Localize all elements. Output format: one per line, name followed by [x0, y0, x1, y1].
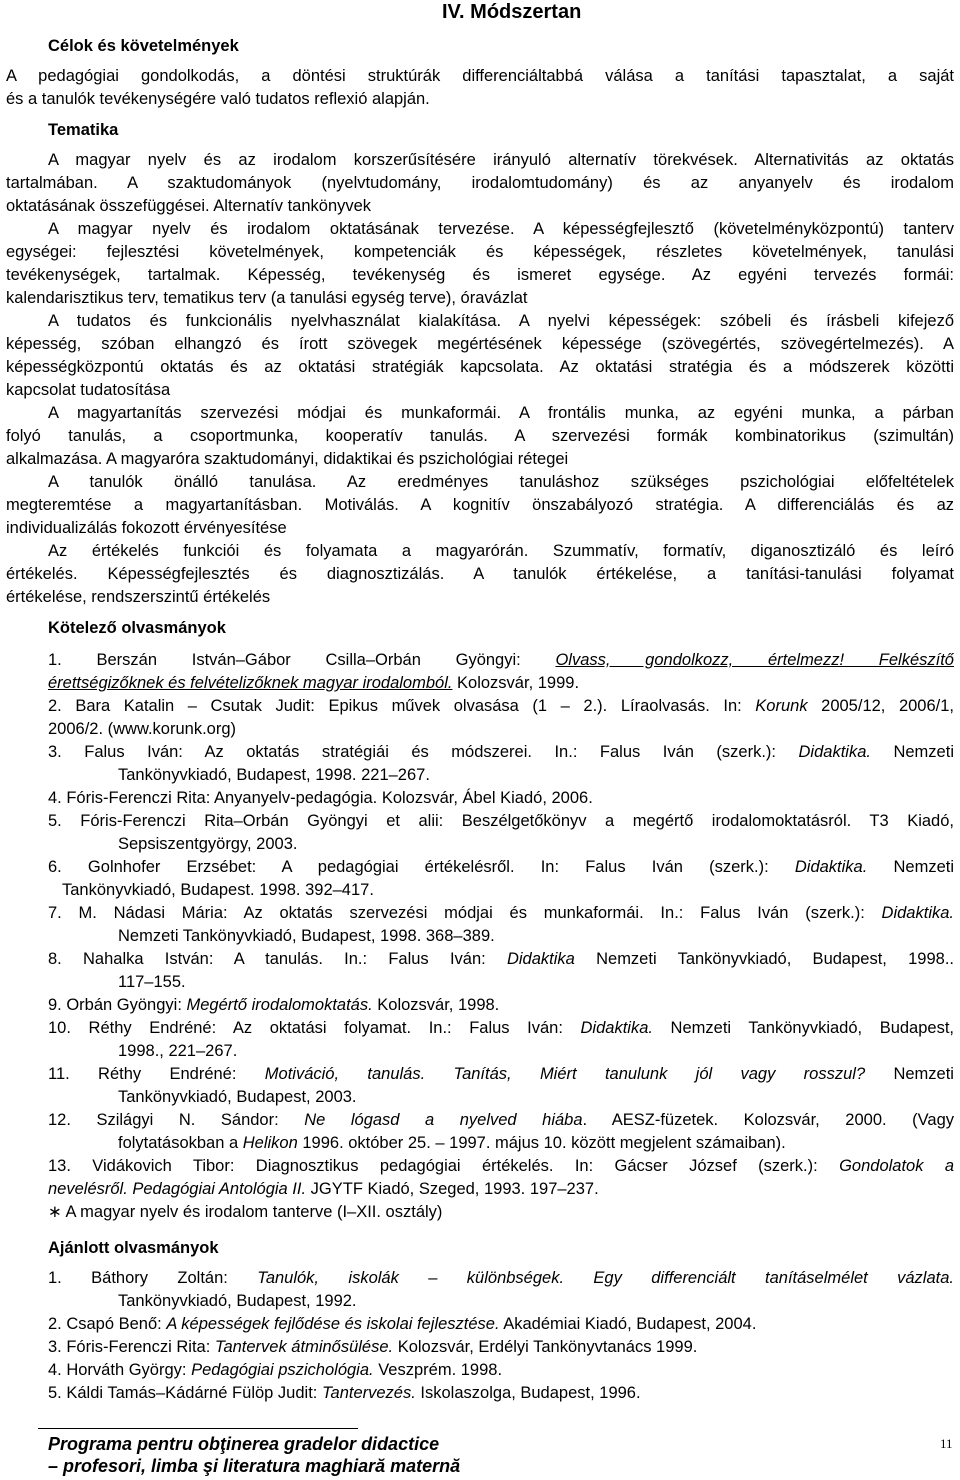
tematika-line-17: individualizálás fokozott érvényesítése: [6, 519, 287, 537]
mandatory-ref-8-cont: 117–155.: [118, 973, 186, 991]
mandatory-ref-13-cont: nevelésről. Pedagógiai Antológia II. JGYTF Kiadó, Szeged, 1993. 197–237.: [48, 1180, 599, 1198]
mandatory-ref-10-cont: 1998., 221–267.: [118, 1042, 238, 1060]
recommended-ref-5: 5. Káldi Tamás–Kádárné Fülöp Judit: Tantervezés. Iskolaszolga, Budapest, 1996.: [48, 1384, 641, 1402]
recommended-ref-4: 4. Horváth György: Pedagógiai pszichológia. Veszprém. 1998.: [48, 1361, 503, 1379]
mandatory-ref-6-cont: Tankönyvkiadó, Budapest. 1998. 392–417.: [62, 881, 374, 899]
footer-divider: [38, 1428, 358, 1429]
tematika-line-18: Az értékelés funkciói és folyamata a magyarórán. Szummatív, formatív, diganosztizáló és leíró: [48, 542, 954, 560]
mandatory-ref-3-cont: Tankönyvkiadó, Budapest, 1998. 221–267.: [118, 766, 430, 784]
mandatory-ref-6: 6. Golnhofer Erzsébet: A pedagógiai értékelésről. In: Falus Iván (szerk.): Didaktika. Nemzeti: [48, 858, 954, 876]
recommended-ref-1: 1. Báthory Zoltán: Tanulók, iskolák – különbségek. Egy differenciált tanításelmélet vázlata.: [48, 1269, 954, 1287]
tematika-line-13: folyó tanulás, a csoportmunka, kooperatív tanulás. A szervezési formák kombinatorikus (szimultán): [6, 427, 954, 445]
tematika-line-15: A tanulók önálló tanulása. Az eredményes tanuláshoz szükséges pszichológiai előfeltételek: [48, 473, 954, 491]
mandatory-ref-11: 11. Réthy Endréné: Motiváció, tanulás. Tanítás, Miért tanulunk jól vagy rosszul? Nemzeti: [48, 1065, 954, 1083]
recommended-ref-1-cont: Tankönyvkiadó, Budapest, 1992.: [118, 1292, 357, 1310]
mandatory-ref-1: 1. Berszán István–Gábor Csilla–Orbán Gyöngyi: Olvass, gondolkozz, értelmezz! Felkészítő: [48, 651, 954, 669]
mandatory-ref-12: 12. Szilágyi N. Sándor: Ne lógasd a nyelved hiába. AESZ-füzetek. Kolozsvár, 2000. (Vagy: [48, 1111, 954, 1129]
tematika-line-8: A tudatos és funkcionális nyelvhasználat kialakítása. A nyelvi képességek: szóbeli és írásbeli kifejező: [48, 312, 954, 330]
tematika-line-2: tartalmában. A szaktudományok (nyelvtudomány, irodalomtudomány) és az anyanyelv és irodalom: [6, 174, 954, 192]
mandatory-ref-5: 5. Fóris-Ferenczi Rita–Orbán Gyöngyi et alii: Beszélgetőkönyv a megértő irodalomoktatásról. T3 Kiadó,: [48, 812, 954, 830]
page-number: 11: [940, 1436, 953, 1451]
goals-line-2: és a tanulók tevékenységére való tudatos reflexió alapján.: [6, 90, 430, 108]
mandatory-ref-8: 8. Nahalka István: A tanulás. In.: Falus Iván: Didaktika Nemzeti Tankönyvkiadó, Budapest, 1998..: [48, 950, 954, 968]
mandatory-ref-curriculum: ∗ A magyar nyelv és irodalom tanterve (I–XII. osztály): [48, 1203, 443, 1221]
tematika-line-19: értékelés. Képességfejlesztés és diagnosztizálás. A tanulók értékelése, a tanítási-tanulási folyamat: [6, 565, 954, 583]
recommended-heading: Ajánlott olvasmányok: [48, 1239, 219, 1257]
mandatory-ref-7-cont: Nemzeti Tankönyvkiadó, Budapest, 1998. 368–389.: [118, 927, 495, 945]
tematika-line-6: tevékenységek, tartalmak. Képesség, tevékenység és ismeret egysége. Az egyéni tervezés formái:: [6, 266, 954, 284]
mandatory-ref-13: 13. Vidákovich Tibor: Diagnosztikus pedagógiai értékelés. In: Gácser József (szerk.): Gondolatok a: [48, 1157, 955, 1175]
tematika-line-16: megteremtése a magyartanításban. Motiválás. A kognitív önszabályozó stratégia. A differenciálás és az: [6, 496, 954, 514]
mandatory-ref-9: 9. Orbán Gyöngyi: Megértő irodalomoktatás. Kolozsvár, 1998.: [48, 996, 500, 1014]
tematika-line-1: A magyar nyelv és az irodalom korszerűsítésére irányuló alternatív törekvések. Alternativitás az oktatás: [48, 151, 954, 169]
mandatory-heading: Kötelező olvasmányok: [48, 619, 226, 637]
tematika-line-12: A magyartanítás szervezési módjai és munkaformái. A frontális munka, az egyéni munka, a párban: [48, 404, 954, 422]
goals-line-1: A pedagógiai gondolkodás, a döntési struktúrák differenciáltabbá válása a tanítási tapasztalat, a saját: [6, 67, 954, 85]
tematika-line-4: A magyar nyelv és irodalom oktatásának tervezése. A képességfejlesztő (követelményközpontú) tanterv: [48, 220, 954, 238]
tematika-heading: Tematika: [48, 121, 119, 139]
mandatory-ref-3: 3. Falus Iván: Az oktatás stratégiái és módszerei. In.: Falus Iván (szerk.): Didaktika. Nemzeti: [48, 743, 954, 761]
tematika-line-10: képességközpontú oktatás és az oktatási stratégiák kapcsolata. Az oktatási stratégia és a módszerek közötti: [6, 358, 954, 376]
goals-heading: Célok és követelmények: [48, 37, 239, 55]
mandatory-ref-7: 7. M. Nádasi Mária: Az oktatás szervezési módjai és munkaformái. In.: Falus Iván (szerk.): Didaktika.: [48, 904, 954, 922]
mandatory-ref-1-cont: érettségizőknek és felvételizőknek magyar irodalomból. Kolozsvár, 1999.: [48, 674, 580, 692]
footer-program-subtitle: – profesori, limba şi literatura maghiară maternă: [48, 1456, 461, 1476]
chapter-title: IV. Módszertan: [442, 1, 582, 23]
mandatory-ref-2-cont: 2006/2. (www.korunk.org): [48, 720, 237, 738]
mandatory-ref-11-cont: Tankönyvkiadó, Budapest, 2003.: [118, 1088, 357, 1106]
recommended-ref-2: 2. Csapó Benő: A képességek fejlődése és iskolai fejlesztése. Akadémiai Kiadó, Budapest, 2004.: [48, 1315, 757, 1333]
tematika-line-11: kapcsolat tudatosítása: [6, 381, 171, 399]
recommended-ref-3: 3. Fóris-Ferenczi Rita: Tantervek átminősülése. Kolozsvár, Erdélyi Tankönyvtanács 1999.: [48, 1338, 698, 1356]
tematika-line-7: kalendarisztikus terv, tematikus terv (a tanulási egység terve), óravázlat: [6, 289, 528, 307]
tematika-line-3: oktatásának összefüggései. Alternatív tankönyvek: [6, 197, 372, 215]
tematika-line-5: egységei: fejlesztési követelmények, kompetenciák és képességek, részletes követelmények, tanulási: [6, 243, 954, 261]
tematika-line-14: alkalmazása. A magyaróra szaktudományi, didaktikai és pszichológiai rétegei: [6, 450, 569, 468]
mandatory-ref-12-cont: folytatásokban a Helikon 1996. október 25. – 1997. május 10. között megjelent számaiban).: [118, 1134, 786, 1152]
tematika-line-9: képesség, szóban elhangzó és írott szövegek megértésének képessége (szövegértés, szövegértelmezés). A: [6, 335, 954, 353]
mandatory-ref-2: 2. Bara Katalin – Csutak Judit: Epikus művek olvasása (1 – 2.). Líraolvasás. In: Korunk 2005/12, 2006/1,: [48, 697, 955, 715]
tematika-line-20: értékelése, rendszerszintű értékelés: [6, 588, 271, 606]
footer-program-title: Programa pentru obţinerea gradelor didactice: [48, 1434, 440, 1454]
mandatory-ref-4: 4. Fóris-Ferenczi Rita: Anyanyelv-pedagógia. Kolozsvár, Ábel Kiadó, 2006.: [48, 789, 593, 807]
mandatory-ref-5-cont: Sepsiszentgyörgy, 2003.: [118, 835, 298, 853]
mandatory-ref-10: 10. Réthy Endréné: Az oktatási folyamat. In.: Falus Iván: Didaktika. Nemzeti Tankönyvkiadó, Budapest,: [48, 1019, 954, 1037]
